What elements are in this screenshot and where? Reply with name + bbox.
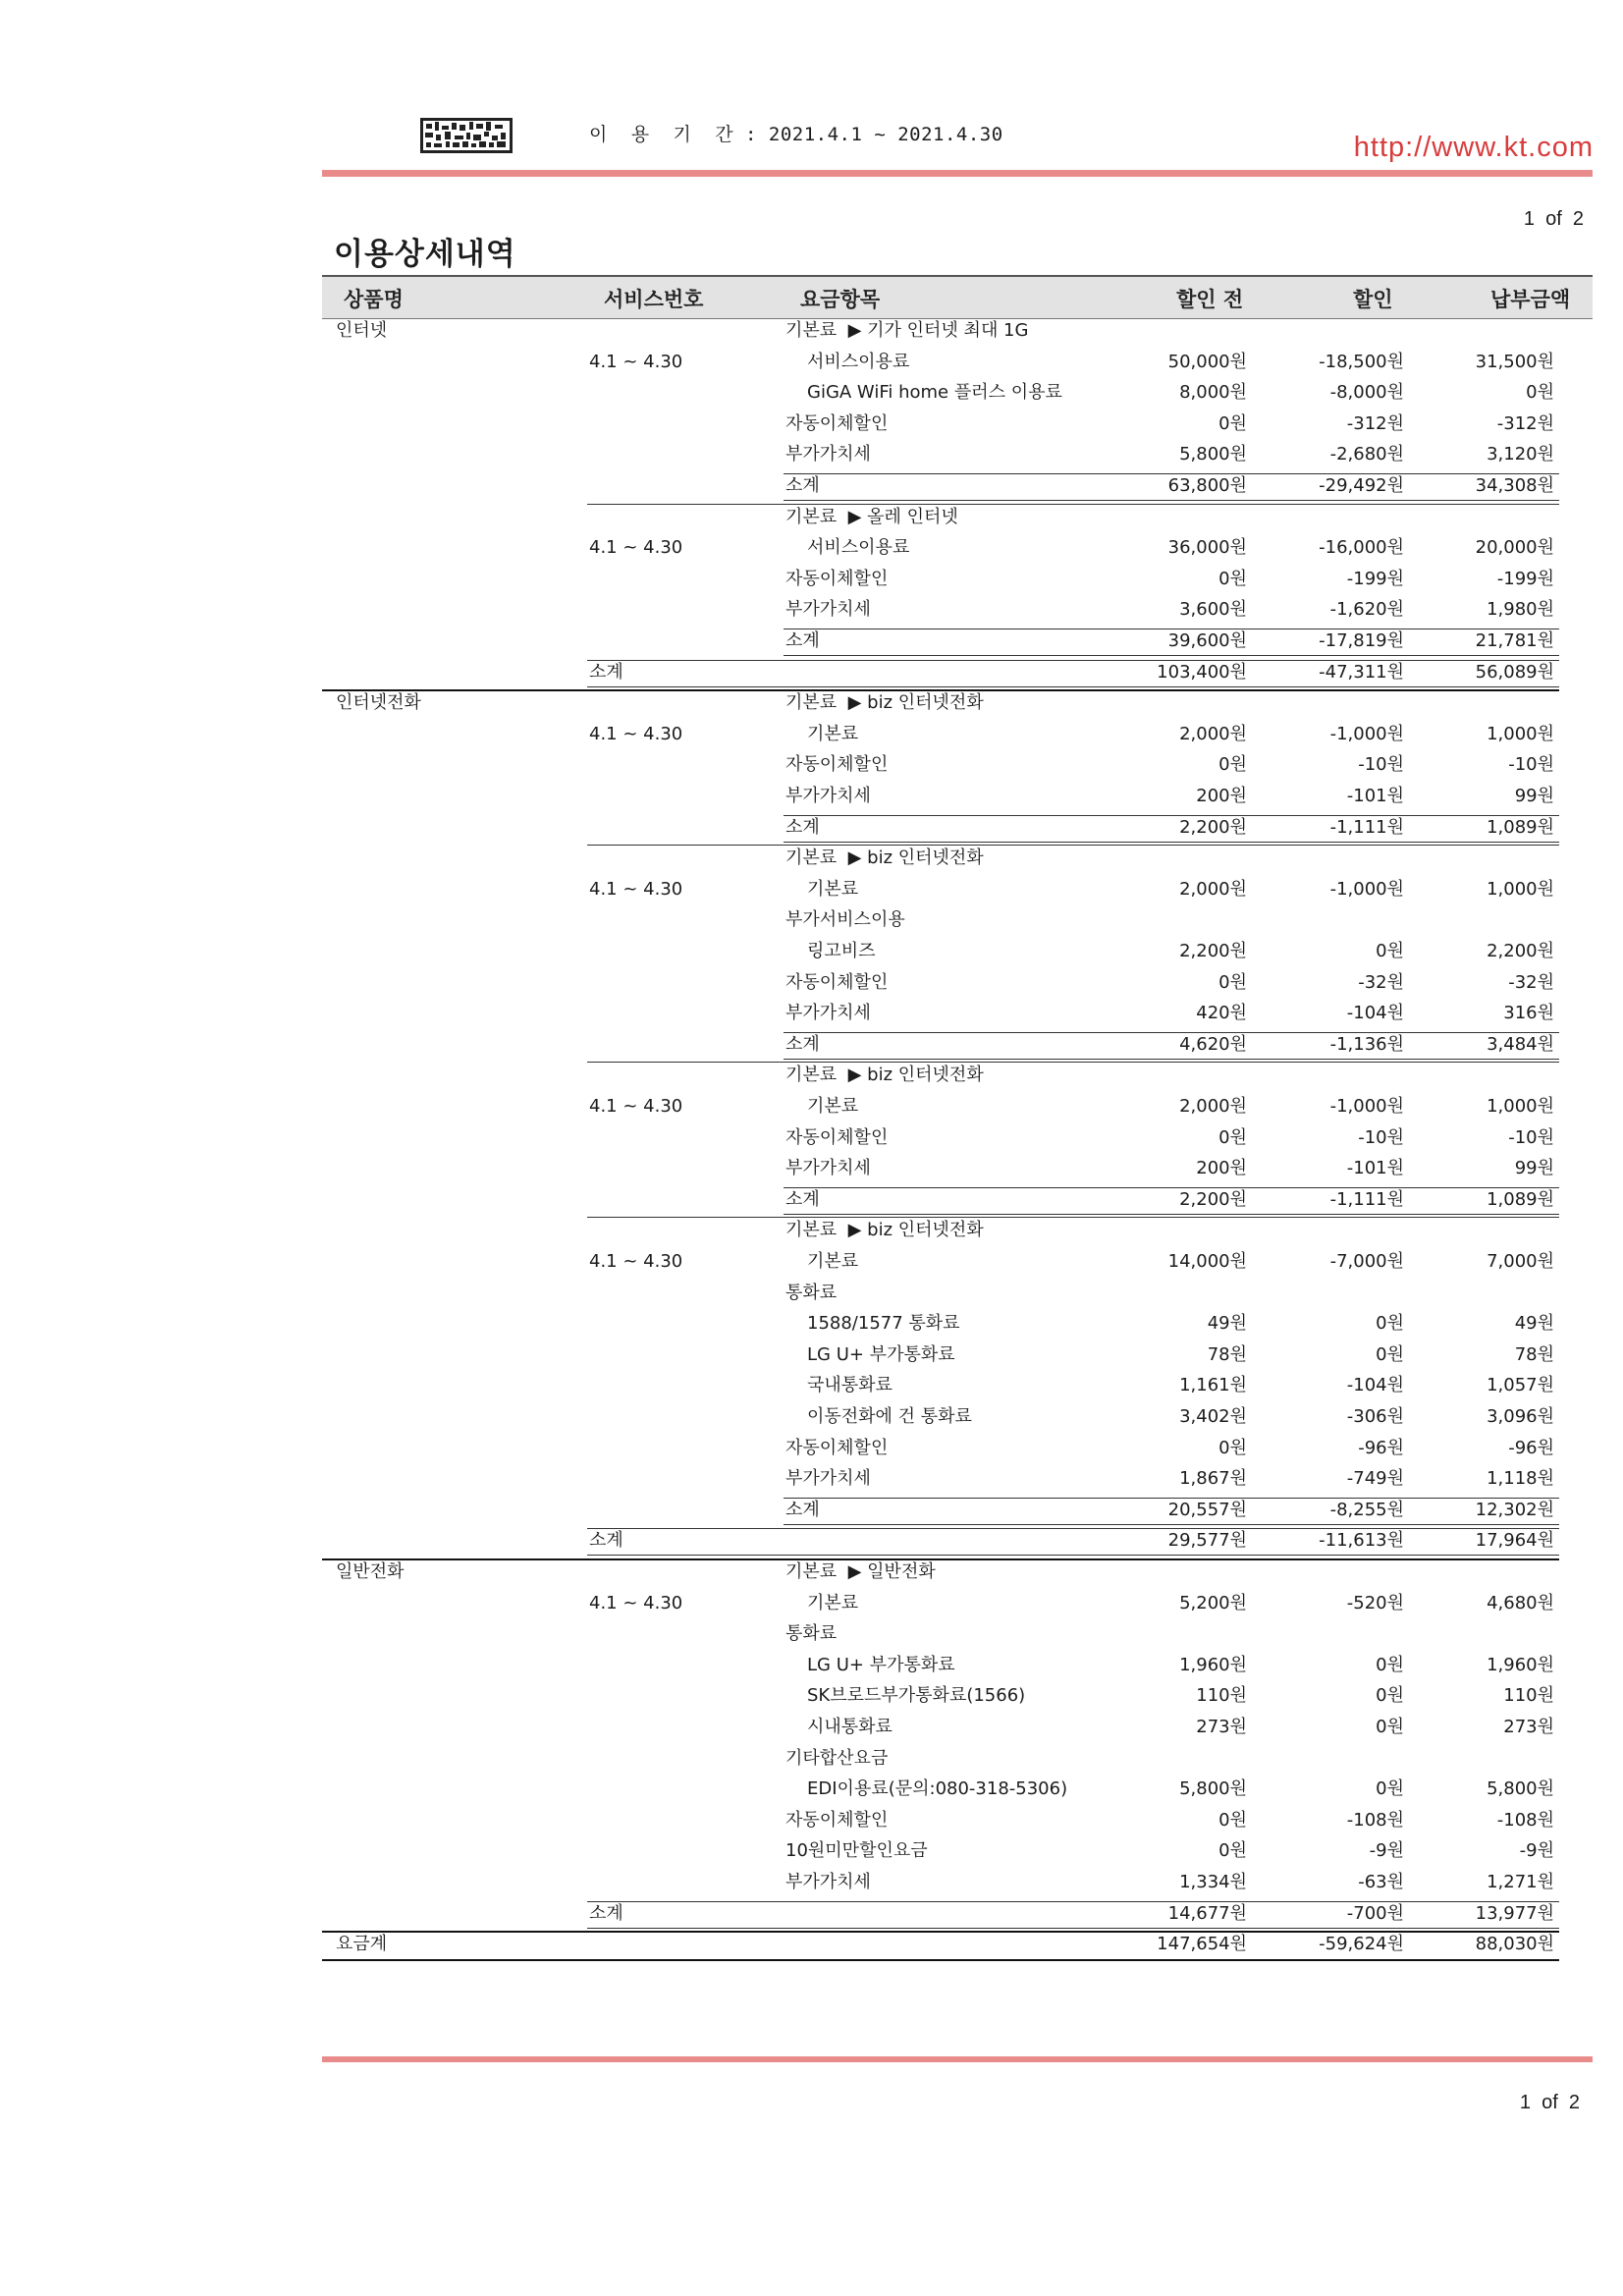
row-divider bbox=[322, 1558, 1559, 1560]
page-number-bottom: 1 of 2 bbox=[1519, 2092, 1580, 2113]
row-divider bbox=[784, 473, 1559, 474]
charge-item: 서비스이용료 bbox=[807, 537, 910, 559]
amount-before: 2,200원 bbox=[1179, 941, 1247, 961]
charge-item: 소계 bbox=[785, 816, 820, 838]
amount-before: 2,000원 bbox=[1179, 878, 1247, 900]
amount-payable: 21,781원 bbox=[1475, 630, 1554, 651]
amount-payable: 1,271원 bbox=[1487, 1872, 1554, 1892]
row-divider bbox=[587, 1928, 1559, 1929]
amount-payable: 17,964원 bbox=[1475, 1530, 1554, 1552]
row-divider bbox=[322, 689, 1559, 691]
charge-item: 기본료 ▶ biz 인터넷전화 bbox=[785, 692, 984, 714]
charge-item: 기본료 ▶ 일반전화 bbox=[785, 1561, 936, 1582]
amount-discount: -16,000원 bbox=[1319, 537, 1404, 559]
row-divider bbox=[587, 660, 1559, 661]
footer-divider bbox=[322, 2056, 1593, 2062]
amount-discount: 0원 bbox=[1376, 1654, 1404, 1675]
amount-before: 4,620원 bbox=[1179, 1033, 1247, 1055]
product-name: 요금계 bbox=[336, 1934, 388, 1955]
amount-discount: -1,111원 bbox=[1329, 816, 1404, 838]
amount-before: 273원 bbox=[1196, 1717, 1247, 1737]
amount-payable: -10원 bbox=[1508, 1126, 1554, 1148]
row-divider bbox=[784, 1214, 1559, 1215]
amount-payable: 1,000원 bbox=[1487, 878, 1554, 900]
amount-discount: -18,500원 bbox=[1319, 351, 1404, 372]
amount-payable: 78원 bbox=[1514, 1343, 1554, 1365]
amount-payable: 99원 bbox=[1514, 786, 1554, 806]
usage-period bbox=[589, 120, 1003, 146]
amount-before: 78원 bbox=[1207, 1343, 1247, 1365]
amount-discount: -1,000원 bbox=[1329, 1096, 1404, 1117]
amount-payable: 5,800원 bbox=[1487, 1778, 1554, 1800]
amount-discount: -104원 bbox=[1346, 1003, 1404, 1024]
charge-item: LG U+ 부가통화료 bbox=[807, 1654, 955, 1675]
amount-before: 5,800원 bbox=[1179, 444, 1247, 465]
amount-payable: -199원 bbox=[1496, 568, 1554, 589]
amount-payable: 3,484원 bbox=[1487, 1033, 1554, 1055]
amount-payable: 1,089원 bbox=[1487, 1188, 1554, 1210]
amount-payable: 316원 bbox=[1503, 1003, 1554, 1024]
row-divider bbox=[587, 1062, 1559, 1063]
amount-before: 0원 bbox=[1218, 971, 1247, 993]
service-period: 소계 bbox=[589, 661, 623, 683]
row-divider bbox=[784, 655, 1559, 656]
col-product: 상품명 bbox=[344, 288, 404, 311]
row-divider bbox=[784, 500, 1559, 501]
amount-before: 29,577원 bbox=[1167, 1530, 1247, 1552]
amount-discount: -32원 bbox=[1358, 971, 1404, 993]
amount-payable: 31,500원 bbox=[1475, 351, 1554, 372]
amount-before: 3,402원 bbox=[1179, 1406, 1247, 1427]
service-period: 4.1 ~ 4.30 bbox=[589, 351, 683, 372]
amount-discount: -8,000원 bbox=[1329, 382, 1404, 404]
charge-item: 자동이체할인 bbox=[785, 568, 889, 589]
charge-item: GiGA WiFi home 플러스 이용료 bbox=[807, 382, 1062, 404]
col-before: 할인 전 bbox=[1176, 288, 1244, 311]
charge-item: 기타합산요금 bbox=[785, 1747, 889, 1769]
amount-payable: 88,030원 bbox=[1475, 1934, 1554, 1955]
document-barcode bbox=[420, 118, 513, 153]
amount-before: 1,161원 bbox=[1179, 1375, 1247, 1396]
amount-payable: 110원 bbox=[1503, 1685, 1554, 1707]
charge-item: 부가가치세 bbox=[785, 599, 871, 621]
amount-discount: -59,624원 bbox=[1319, 1934, 1404, 1955]
amount-payable: 20,000원 bbox=[1475, 537, 1554, 559]
amount-before: 200원 bbox=[1196, 786, 1247, 806]
amount-discount: -1,000원 bbox=[1329, 723, 1404, 744]
col-item: 요금항목 bbox=[800, 288, 881, 311]
charge-item: 링고비즈 bbox=[807, 941, 876, 961]
amount-before: 63,800원 bbox=[1167, 475, 1247, 496]
charge-item: 기본료 bbox=[807, 723, 859, 744]
amount-discount: -101원 bbox=[1346, 786, 1404, 806]
amount-discount: -17,819원 bbox=[1319, 630, 1404, 651]
charge-item: 기본료 bbox=[807, 1096, 859, 1117]
charge-item: 기본료 ▶ biz 인터넷전화 bbox=[785, 1065, 984, 1086]
charge-item: 부가가치세 bbox=[785, 1003, 871, 1024]
amount-payable: 49원 bbox=[1514, 1313, 1554, 1335]
amount-discount: -10원 bbox=[1358, 1126, 1404, 1148]
charge-item: 통화료 bbox=[785, 1623, 838, 1645]
amount-before: 5,800원 bbox=[1179, 1778, 1247, 1800]
charge-item: 자동이체할인 bbox=[785, 1126, 889, 1148]
amount-before: 36,000원 bbox=[1167, 537, 1247, 559]
charge-item: 10원미만할인요금 bbox=[785, 1840, 928, 1862]
amount-discount: -199원 bbox=[1346, 568, 1404, 589]
amount-before: 39,600원 bbox=[1167, 630, 1247, 651]
product-name: 인터넷전화 bbox=[336, 692, 421, 714]
amount-before: 14,000원 bbox=[1167, 1251, 1247, 1272]
charge-item: 부가가치세 bbox=[785, 1468, 871, 1490]
charge-item: 소계 bbox=[785, 475, 820, 496]
amount-payable: 99원 bbox=[1514, 1158, 1554, 1179]
row-divider bbox=[784, 1524, 1559, 1525]
amount-discount: -312원 bbox=[1346, 412, 1404, 434]
charge-item: 부가서비스이용 bbox=[785, 909, 905, 931]
amount-before: 20,557원 bbox=[1167, 1499, 1247, 1520]
row-divider bbox=[784, 815, 1559, 816]
row-divider bbox=[587, 686, 1559, 687]
amount-payable: 1,000원 bbox=[1487, 723, 1554, 744]
amount-before: 14,677원 bbox=[1167, 1902, 1247, 1924]
charge-item: 자동이체할인 bbox=[785, 971, 889, 993]
amount-before: 200원 bbox=[1196, 1158, 1247, 1179]
col-service-no: 서비스번호 bbox=[604, 288, 704, 311]
charge-item: 자동이체할인 bbox=[785, 1437, 889, 1458]
amount-discount: -7,000원 bbox=[1329, 1251, 1404, 1272]
amount-before: 49원 bbox=[1207, 1313, 1247, 1335]
row-divider bbox=[784, 1059, 1559, 1060]
amount-discount: -1,000원 bbox=[1329, 878, 1404, 900]
amount-before: 103,400원 bbox=[1157, 661, 1247, 683]
amount-before: 1,960원 bbox=[1179, 1654, 1247, 1675]
charge-item: 서비스이용료 bbox=[807, 351, 910, 372]
amount-payable: -108원 bbox=[1496, 1809, 1554, 1831]
amount-payable: 34,308원 bbox=[1475, 475, 1554, 496]
row-divider bbox=[587, 1528, 1559, 1529]
amount-payable: -32원 bbox=[1508, 971, 1554, 993]
charge-item: LG U+ 부가통화료 bbox=[807, 1343, 955, 1365]
amount-discount: 0원 bbox=[1376, 941, 1404, 961]
charge-item: 1588/1577 통화료 bbox=[807, 1313, 960, 1335]
amount-before: 0원 bbox=[1218, 412, 1247, 434]
amount-payable: 7,000원 bbox=[1487, 1251, 1554, 1272]
charge-item: 기본료 ▶ 올레 인터넷 bbox=[785, 506, 958, 527]
amount-discount: 0원 bbox=[1376, 1685, 1404, 1707]
amount-before: 1,334원 bbox=[1179, 1872, 1247, 1892]
charge-item: 기본료 bbox=[807, 1592, 859, 1613]
charge-item: 부가가치세 bbox=[785, 444, 871, 465]
amount-payable: 13,977원 bbox=[1475, 1902, 1554, 1924]
service-period: 소계 bbox=[589, 1530, 623, 1552]
amount-before: 2,000원 bbox=[1179, 723, 1247, 744]
service-period: 4.1 ~ 4.30 bbox=[589, 1251, 683, 1272]
amount-discount: 0원 bbox=[1376, 1778, 1404, 1800]
amount-payable: -312원 bbox=[1496, 412, 1554, 434]
amount-payable: 1,118원 bbox=[1487, 1468, 1554, 1490]
amount-discount: -700원 bbox=[1346, 1902, 1404, 1924]
page-title: 이용상세내역 bbox=[334, 237, 516, 272]
charge-item: 통화료 bbox=[785, 1282, 838, 1303]
amount-discount: -47,311원 bbox=[1319, 661, 1404, 683]
charge-item: 부가가치세 bbox=[785, 1158, 871, 1179]
row-divider bbox=[322, 1959, 1559, 1961]
amount-discount: -29,492원 bbox=[1319, 475, 1404, 496]
amount-discount: -96원 bbox=[1358, 1437, 1404, 1458]
amount-before: 0원 bbox=[1218, 754, 1247, 776]
charge-item: EDI이용료(문의:080-318-5306) bbox=[807, 1778, 1068, 1800]
table-header bbox=[322, 275, 1593, 319]
amount-discount: -63원 bbox=[1358, 1872, 1404, 1892]
charge-item: SK브로드부가통화료(1566) bbox=[807, 1685, 1026, 1707]
amount-payable: 1,000원 bbox=[1487, 1096, 1554, 1117]
amount-discount: -749원 bbox=[1346, 1468, 1404, 1490]
charge-item: 국내통화료 bbox=[807, 1375, 893, 1396]
amount-before: 5,200원 bbox=[1179, 1592, 1247, 1613]
amount-discount: -108원 bbox=[1346, 1809, 1404, 1831]
amount-discount: -306원 bbox=[1346, 1406, 1404, 1427]
charge-item: 시내통화료 bbox=[807, 1717, 893, 1737]
amount-before: 2,200원 bbox=[1179, 1188, 1247, 1210]
amount-discount: -101원 bbox=[1346, 1158, 1404, 1179]
amount-before: 0원 bbox=[1218, 1840, 1247, 1862]
amount-before: 2,000원 bbox=[1179, 1096, 1247, 1117]
charge-item: 부가가치세 bbox=[785, 786, 871, 806]
row-divider bbox=[587, 1555, 1559, 1556]
row-divider bbox=[784, 1032, 1559, 1033]
charge-item: 부가가치세 bbox=[785, 1872, 871, 1892]
charge-item: 기본료 ▶ biz 인터넷전화 bbox=[785, 1220, 984, 1241]
usage-period-value: 2021.4.1 ~ 2021.4.30 bbox=[768, 124, 1003, 145]
amount-discount: -1,136원 bbox=[1329, 1033, 1404, 1055]
amount-before: 420원 bbox=[1196, 1003, 1247, 1024]
amount-before: 50,000원 bbox=[1167, 351, 1247, 372]
amount-discount: -104원 bbox=[1346, 1375, 1404, 1396]
charge-item: 기본료 bbox=[807, 878, 859, 900]
amount-discount: -8,255원 bbox=[1329, 1499, 1404, 1520]
amount-before: 0원 bbox=[1218, 1126, 1247, 1148]
amount-discount: 0원 bbox=[1376, 1343, 1404, 1365]
amount-payable: 4,680원 bbox=[1487, 1592, 1554, 1613]
charge-item: 자동이체할인 bbox=[785, 412, 889, 434]
service-period: 4.1 ~ 4.30 bbox=[589, 1592, 683, 1613]
amount-payable: 273원 bbox=[1503, 1717, 1554, 1737]
row-divider bbox=[587, 1901, 1559, 1902]
row-divider bbox=[784, 842, 1559, 843]
amount-payable: -96원 bbox=[1508, 1437, 1554, 1458]
charge-item: 기본료 ▶ 기가 인터넷 최대 1G bbox=[785, 320, 1029, 341]
col-discount: 할인 bbox=[1353, 288, 1393, 311]
amount-payable: 0원 bbox=[1526, 382, 1554, 404]
charge-item: 기본료 ▶ biz 인터넷전화 bbox=[785, 847, 984, 869]
amount-discount: -11,613원 bbox=[1319, 1530, 1404, 1552]
service-period: 4.1 ~ 4.30 bbox=[589, 537, 683, 559]
header-divider bbox=[322, 170, 1593, 177]
amount-before: 0원 bbox=[1218, 1437, 1247, 1458]
service-period: 4.1 ~ 4.30 bbox=[589, 723, 683, 744]
amount-payable: 2,200원 bbox=[1487, 941, 1554, 961]
amount-payable: 1,089원 bbox=[1487, 816, 1554, 838]
amount-before: 147,654원 bbox=[1157, 1934, 1247, 1955]
amount-before: 110원 bbox=[1196, 1685, 1247, 1707]
amount-payable: 3,120원 bbox=[1487, 444, 1554, 465]
service-period: 소계 bbox=[589, 1902, 623, 1924]
amount-before: 1,867원 bbox=[1179, 1468, 1247, 1490]
col-payable: 납부금액 bbox=[1490, 288, 1571, 311]
service-period: 4.1 ~ 4.30 bbox=[589, 878, 683, 900]
row-divider bbox=[322, 1931, 1559, 1933]
charge-item: 자동이체할인 bbox=[785, 754, 889, 776]
row-divider bbox=[587, 504, 1559, 505]
charge-item: 소계 bbox=[785, 1499, 820, 1520]
amount-before: 8,000원 bbox=[1179, 382, 1247, 404]
amount-before: 0원 bbox=[1218, 1809, 1247, 1831]
row-divider bbox=[784, 1498, 1559, 1499]
charge-item: 기본료 bbox=[807, 1251, 859, 1272]
row-divider bbox=[784, 1187, 1559, 1188]
amount-payable: 1,980원 bbox=[1487, 599, 1554, 621]
service-period: 4.1 ~ 4.30 bbox=[589, 1096, 683, 1117]
amount-payable: 1,960원 bbox=[1487, 1654, 1554, 1675]
amount-payable: -9원 bbox=[1519, 1840, 1554, 1862]
amount-discount: -520원 bbox=[1346, 1592, 1404, 1613]
amount-discount: -2,680원 bbox=[1329, 444, 1404, 465]
product-name: 일반전화 bbox=[336, 1561, 405, 1582]
amount-discount: -10원 bbox=[1358, 754, 1404, 776]
page-number-top: 1 of 2 bbox=[1523, 208, 1584, 230]
amount-discount: 0원 bbox=[1376, 1717, 1404, 1737]
amount-before: 3,600원 bbox=[1179, 599, 1247, 621]
charge-item: 자동이체할인 bbox=[785, 1809, 889, 1831]
usage-period-label: 이 용 기 간 : bbox=[589, 124, 769, 145]
row-divider bbox=[587, 845, 1559, 846]
row-divider bbox=[587, 1217, 1559, 1218]
amount-discount: 0원 bbox=[1376, 1313, 1404, 1335]
charge-item: 소계 bbox=[785, 1033, 820, 1055]
amount-payable: 12,302원 bbox=[1475, 1499, 1554, 1520]
amount-discount: -9원 bbox=[1369, 1840, 1404, 1862]
amount-payable: 56,089원 bbox=[1475, 661, 1554, 683]
charge-item: 소계 bbox=[785, 630, 820, 651]
amount-before: 0원 bbox=[1218, 568, 1247, 589]
amount-before: 2,200원 bbox=[1179, 816, 1247, 838]
product-name: 인터넷 bbox=[336, 320, 388, 341]
amount-discount: -1,620원 bbox=[1329, 599, 1404, 621]
charge-item: 이동전화에 건 통화료 bbox=[807, 1406, 972, 1427]
amount-payable: 3,096원 bbox=[1487, 1406, 1554, 1427]
charge-item: 소계 bbox=[785, 1188, 820, 1210]
amount-payable: 1,057원 bbox=[1487, 1375, 1554, 1396]
kt-url-link[interactable]: http://www.kt.com bbox=[1353, 132, 1594, 163]
amount-payable: -10원 bbox=[1508, 754, 1554, 776]
amount-discount: -1,111원 bbox=[1329, 1188, 1404, 1210]
